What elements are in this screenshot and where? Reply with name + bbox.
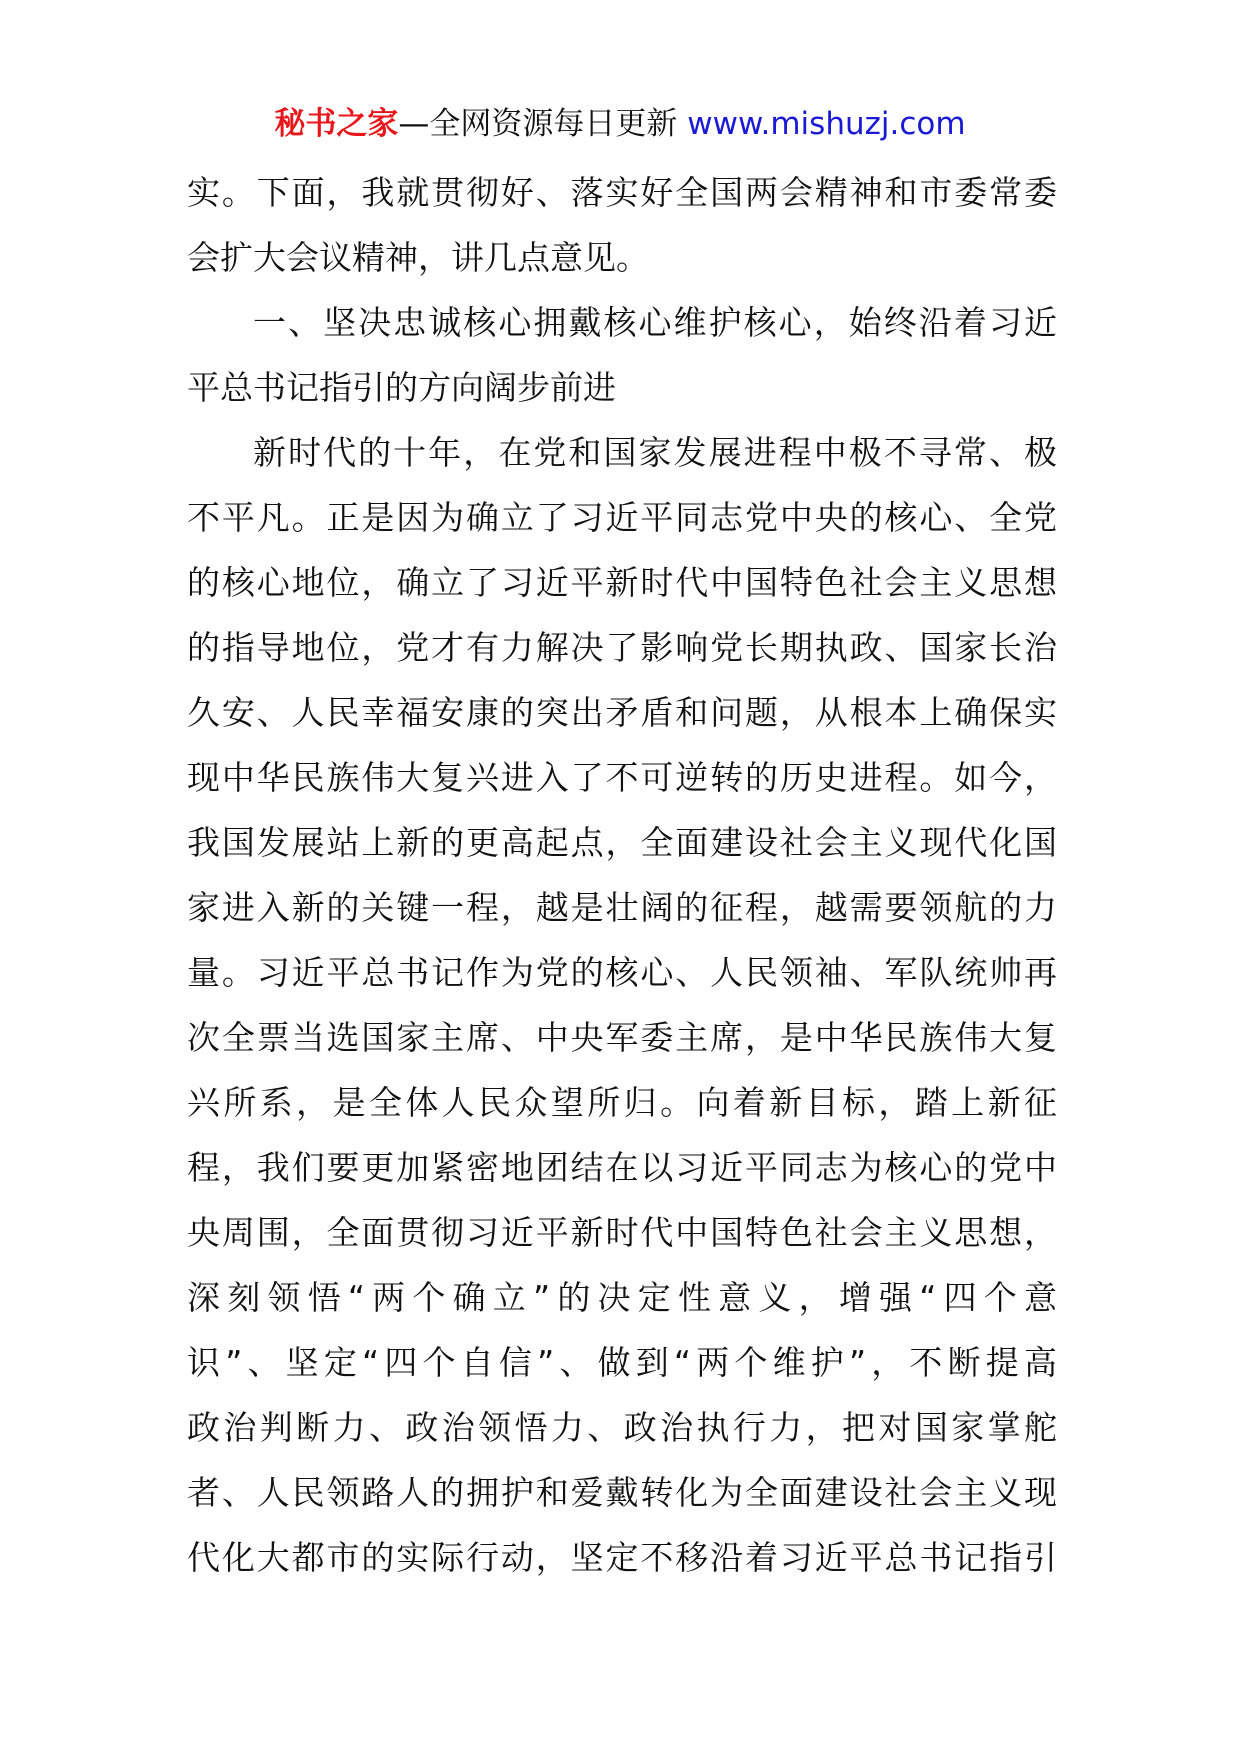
text-line: 识”、坚定“四个自信”、做到“两个维护”，不断提高 — [187, 1343, 1057, 1382]
text-line: 央周围，全面贯彻习近平新时代中国特色社会主义思想， — [187, 1213, 1057, 1252]
text-line: 政治判断力、政治领悟力、政治执行力，把对国家掌舵 — [187, 1408, 1057, 1447]
text-line: 现中华民族伟大复兴进入了不可逆转的历史进程。如今， — [187, 758, 1057, 797]
text-line: 深刻领悟“两个确立”的决定性意义，增强“四个意 — [187, 1278, 1057, 1317]
paragraph-continuation — [187, 160, 1057, 290]
text-line: 的核心地位，确立了习近平新时代中国特色社会主义思想 — [187, 563, 1057, 602]
text-line: 者、人民领路人的拥护和爱戴转化为全面建设社会主义现 — [187, 1473, 1057, 1512]
text-line: 新时代的十年，在党和国家发展进程中极不寻常、极 — [253, 433, 1057, 472]
site-url[interactable]: www.mishuzj.com — [687, 106, 966, 142]
paragraph-body — [187, 420, 1057, 1590]
page-header — [0, 102, 1240, 146]
text-line: 量。习近平总书记作为党的核心、人民领袖、军队统帅再 — [187, 953, 1057, 992]
text-line: 兴所系，是全体人民众望所归。向着新目标，踏上新征 — [187, 1083, 1057, 1122]
text-line: 我国发展站上新的更高起点，全面建设社会主义现代化国 — [187, 823, 1057, 862]
text-line: 代化大都市的实际行动，坚定不移沿着习近平总书记指引 — [187, 1538, 1057, 1577]
text-line: 不平凡。正是因为确立了习近平同志党中央的核心、全党 — [187, 498, 1057, 537]
text-line: 次全票当选国家主席、中央军委主席，是中华民族伟大复 — [187, 1018, 1057, 1057]
section-heading — [187, 290, 1057, 420]
text-line: 一、坚决忠诚核心拥戴核心维护核心，始终沿着习近 — [253, 303, 1057, 342]
text-line: 久安、人民幸福安康的突出矛盾和问题，从根本上确保实 — [187, 693, 1057, 732]
site-tagline: —全网资源每日更新 — [398, 106, 678, 142]
text-line: 程，我们要更加紧密地团结在以习近平同志为核心的党中 — [187, 1148, 1057, 1187]
text-line: 家进入新的关键一程，越是壮阔的征程，越需要领航的力 — [187, 888, 1057, 927]
document-body — [187, 160, 1057, 1590]
text-line: 的指导地位，党才有力解决了影响党长期执政、国家长治 — [187, 628, 1057, 667]
text-line: 会扩大会议精神，讲几点意见。 — [187, 238, 649, 277]
text-line: 平总书记指引的方向阔步前进 — [187, 368, 616, 407]
text-line: 实。下面，我就贯彻好、落实好全国两会精神和市委常委 — [187, 173, 1057, 212]
site-brand: 秘书之家 — [274, 106, 399, 142]
